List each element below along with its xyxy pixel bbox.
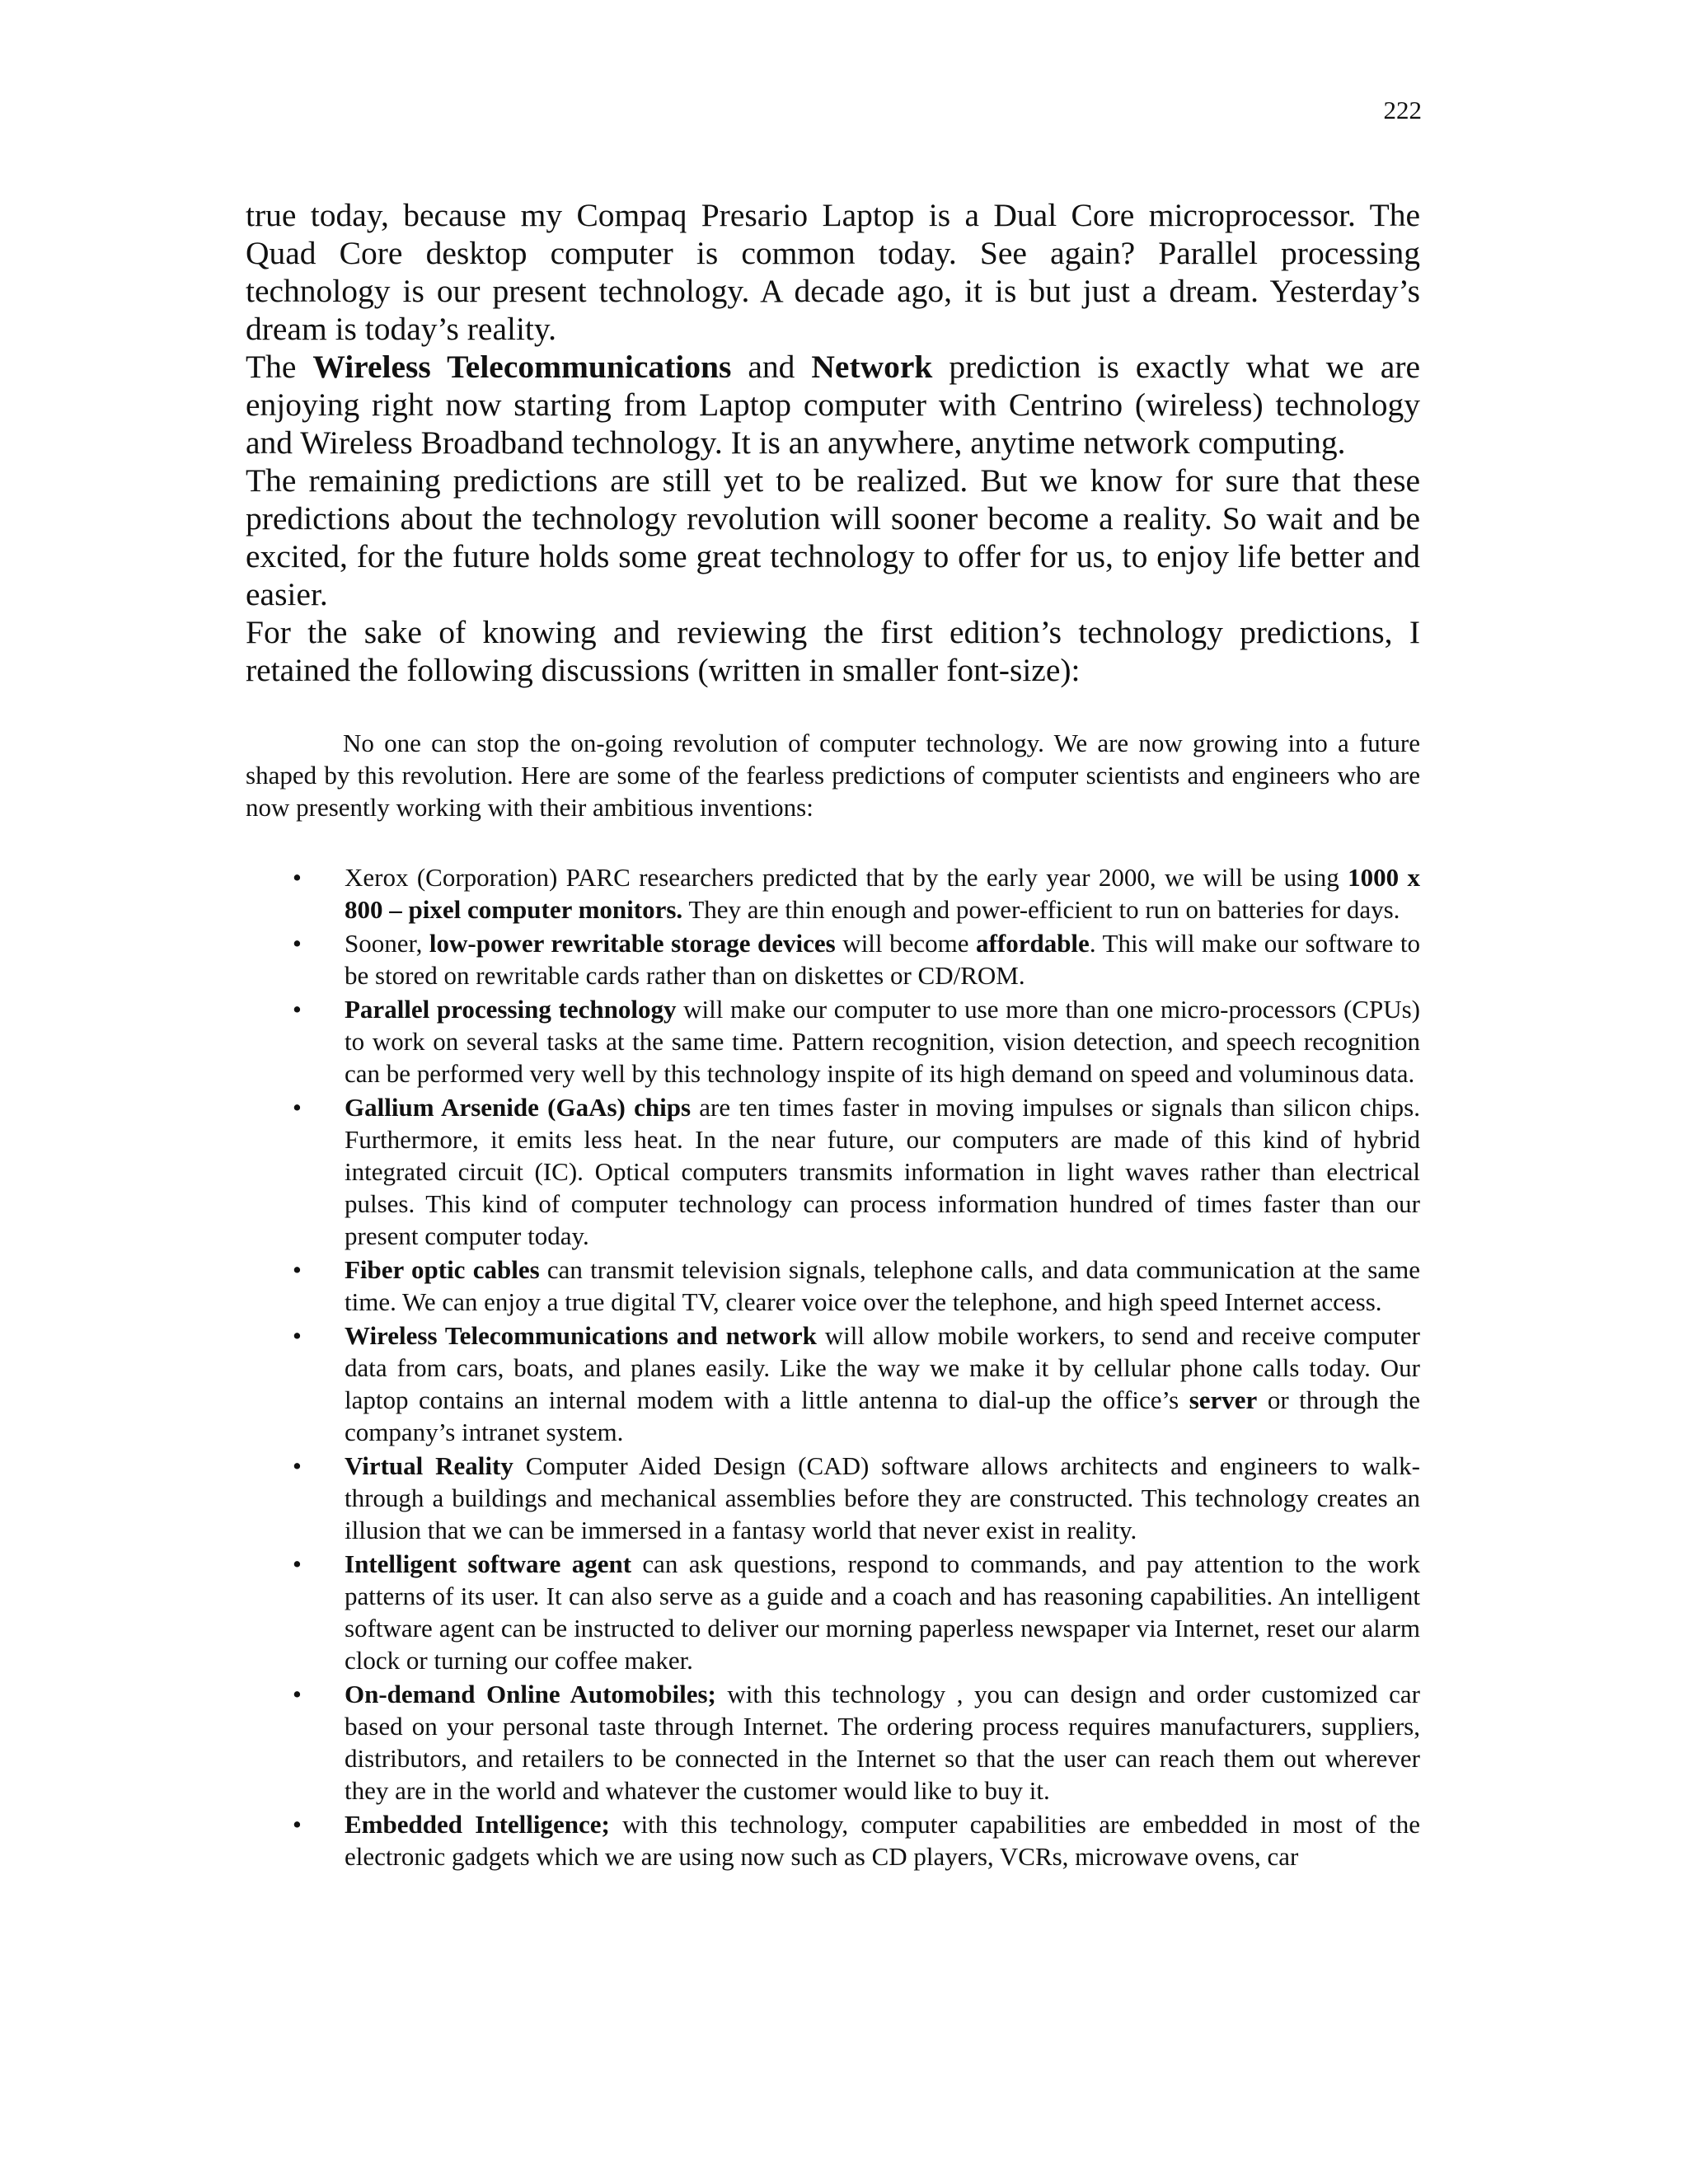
excerpt-intro-paragraph: No one can stop the on-going revolution of computer technology. We are now growing into a future shaped by this revolution. Here are some of the fearless predictions of computer scientists and engineers who are now presently working with their ambitious inventions:	[246, 729, 1420, 822]
predictions-list	[246, 861, 1420, 1872]
text-segment: For the sake of knowing and reviewing the first edition’s technology predictions, I retained the following discussions (written in smaller font-size):	[246, 614, 1420, 688]
text-segment: with this technology , you can design and order customized car based on your personal taste through Internet. The ordering process requires manufacturers, suppliers, distributors, and retailers to be connected in the Internet so that the user can reach them out wherever they are in the world and whatever the customer would like to buy it.	[345, 1680, 1420, 1805]
bold-text-segment: On-demand Online Automobiles;	[345, 1680, 716, 1708]
prediction-text	[345, 1451, 1420, 1544]
text-segment: The	[246, 349, 313, 385]
bullet-icon: •	[293, 995, 302, 1024]
prediction-text	[345, 929, 1420, 990]
text-segment: can ask questions, respond to commands, and pay attention to the work patterns of its user. It can also serve as a guide and a coach and has reasoning capabilities. An intelligent software agent can be instructed to deliver our morning paperless newspaper via Internet, reset our alarm clock or turning our coffee maker.	[345, 1549, 1420, 1675]
bold-text-segment: low-power rewritable storage devices	[429, 929, 836, 958]
bold-text-segment: Gallium Arsenide (GaAs) chips	[345, 1093, 692, 1122]
text-segment: with this technology, computer capabilities are embedded in most of the electronic gadgets which we are using now such as CD players, VCRs, microwave ovens, car	[345, 1810, 1420, 1871]
prediction-list-item	[246, 1254, 1420, 1318]
body-paragraph	[246, 462, 1420, 613]
bullet-icon: •	[293, 1321, 302, 1350]
prediction-text	[345, 863, 1420, 924]
text-segment: . This will make our software to be stored on rewritable cards rather than on diskettes or CD/ROM.	[345, 929, 1420, 990]
text-segment: The remaining predictions are still yet to be realized. But we know for sure that these predictions about the technology revolution will sooner become a reality. So wait and be excited, for the future holds some great technology to offer for us, to enjoy life better and easier.	[246, 462, 1420, 612]
text-segment: will make our computer to use more than one micro-processors (CPUs) to work on several tasks at the same time. Pattern recognition, vision detection, and speech recognition can be performed very well by this technology inspite of its high demand on speed and voluminous data.	[345, 995, 1421, 1088]
text-segment: true today, because my Compaq Presario Laptop is a Dual Core microprocessor. The Quad Core desktop computer is common today. See again? Parallel processing technology is our present technology. A decade ago, it is but just a dream. Yesterday’s dream is today’s reality.	[246, 197, 1420, 347]
prediction-list-item	[246, 1450, 1420, 1546]
prediction-text	[345, 1093, 1420, 1250]
bullet-icon: •	[293, 863, 302, 892]
text-segment: Computer Aided Design (CAD) software allows architects and engineers to walk-through a buildings and mechanical assemblies before they are constructed. This technology creates an illusion that we can be immersed in a fantasy world that never exist in reality.	[345, 1451, 1420, 1544]
text-segment: are ten times faster in moving impulses or signals than silicon chips. Furthermore, it emits less heat. In the near future, our computers are made of this kind of hybrid integrated circuit (IC). Optical computers transmits information in light waves rather than electrical pulses. This kind of computer technology can process information hundred of times faster than our present computer today.	[345, 1093, 1420, 1250]
bullet-icon: •	[293, 1451, 302, 1480]
bold-text-segment: Intelligent software agent	[345, 1549, 632, 1578]
bullet-icon: •	[293, 1680, 302, 1708]
prediction-list-item	[246, 1808, 1420, 1872]
body-paragraph	[246, 613, 1420, 689]
prediction-list-item	[246, 861, 1420, 926]
bullet-icon: •	[293, 1255, 302, 1284]
page-number: 222	[1383, 96, 1422, 124]
bullet-icon: •	[293, 1810, 302, 1839]
text-segment: will allow mobile workers, to send and receive computer data from cars, boats, and planes easily. Like the way we make it by cellular phone calls today. Our laptop contains an internal modem with a little antenna to dial-up the office’s	[345, 1321, 1420, 1414]
prediction-list-item	[246, 927, 1420, 991]
bold-text-segment: 1000 x 800 – pixel computer monitors.	[345, 863, 1420, 924]
text-segment: They are thin enough and power-efficient to run on batteries for days.	[682, 895, 1400, 924]
prediction-list-item	[246, 1319, 1420, 1448]
text-segment: Xerox (Corporation) PARC researchers predicted that by the early year 2000, we will be using	[345, 863, 1348, 892]
text-segment: prediction is exactly what we are enjoying right now starting from Laptop computer with Centrino (wireless) technology and Wireless Broadband technology. It is an anywhere, anytime network computing.	[246, 349, 1420, 461]
bullet-icon: •	[293, 1093, 302, 1122]
text-segment: or through the company’s intranet system.	[345, 1385, 1420, 1446]
first-edition-excerpt	[246, 727, 1420, 1874]
prediction-text	[345, 1810, 1420, 1871]
bold-text-segment: Network	[811, 349, 933, 385]
prediction-text	[345, 1680, 1420, 1805]
prediction-list-item	[246, 1678, 1420, 1807]
bold-text-segment: Embedded Intelligence;	[345, 1810, 610, 1839]
bold-text-segment: affordable	[976, 929, 1090, 958]
bold-text-segment: server	[1189, 1385, 1258, 1414]
bold-text-segment: Fiber optic cables	[345, 1255, 540, 1284]
prediction-text	[345, 995, 1420, 1088]
text-segment: can transmit television signals, telephone calls, and data communication at the same time. We can enjoy a true digital TV, clearer voice over the telephone, and high speed Internet access.	[345, 1255, 1420, 1316]
prediction-text	[345, 1549, 1420, 1675]
bold-text-segment: Virtual Reality	[345, 1451, 513, 1480]
text-segment: Sooner,	[345, 929, 429, 958]
body-paragraph	[246, 196, 1420, 348]
bold-text-segment: Wireless Telecommunications	[312, 349, 732, 385]
prediction-list-item	[246, 1091, 1420, 1252]
prediction-text	[345, 1255, 1420, 1316]
main-body-text	[246, 196, 1420, 689]
bold-text-segment: Wireless Telecommunications and network	[345, 1321, 817, 1350]
bullet-icon: •	[293, 1549, 302, 1578]
prediction-list-item	[246, 993, 1420, 1090]
prediction-text	[345, 1321, 1420, 1446]
prediction-list-item	[246, 1548, 1420, 1676]
text-segment: will become	[835, 929, 977, 958]
text-segment: and	[731, 349, 812, 385]
bullet-icon: •	[293, 929, 302, 958]
body-paragraph	[246, 348, 1420, 462]
bold-text-segment: Parallel processing technology	[345, 995, 677, 1024]
